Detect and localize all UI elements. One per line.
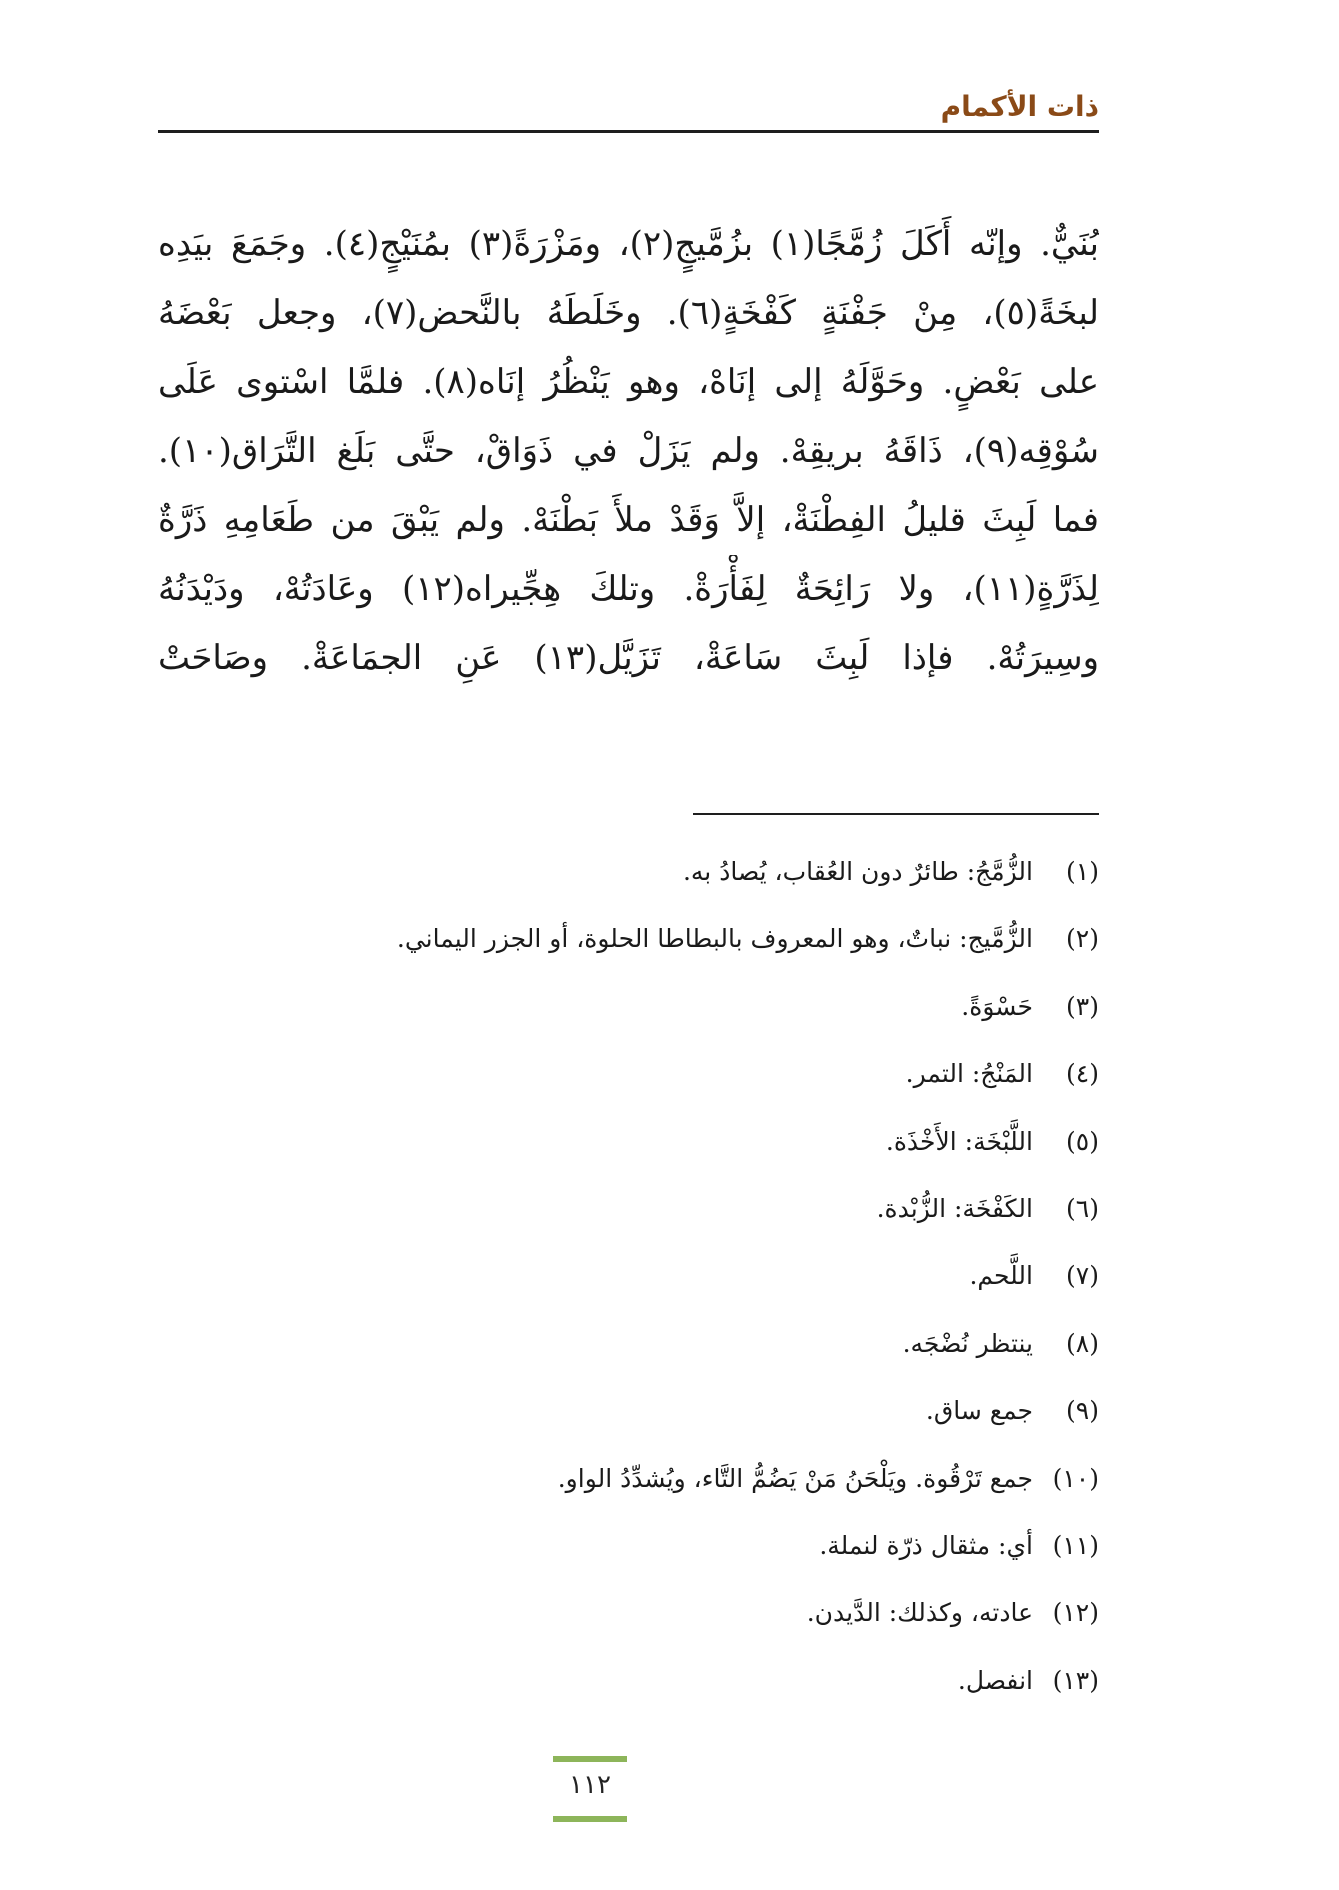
footnote-item: [158, 1054, 1099, 1121]
footnote-item: [158, 1593, 1099, 1660]
footnote-number: (١٢): [1052, 1598, 1099, 1628]
body-line: لبخَةً(٥)، مِنْ جَفْنَةٍ كَفْخَةٍ(٦). وخَلَطَهُ بالنَّحض(٧)، وجعل بَعْضَهُ: [158, 293, 1099, 333]
footnote-item: [158, 919, 1099, 986]
body-line: سُوْقِه(٩)، ذَاقَهُ بريقِهْ. ولم يَزَلْ في ذَوَاقْ، حتَّى بَلَغ التَّرَاق(١٠).: [158, 431, 1099, 471]
footnote-number: (٧): [1066, 1261, 1099, 1291]
footnote-item: [158, 1391, 1099, 1458]
footnote-text: ينتظر نُضْجَه.: [902, 1328, 1033, 1358]
footnote-text: جمع تَرْقُوة. ويَلْحَنُ مَنْ يَضُمُّ التَّاء، ويُشدِّدُ الواو.: [557, 1463, 1033, 1493]
footnote-number: (٤): [1066, 1059, 1099, 1089]
footnote-text: الكَفْخَة: الزُّبْدة.: [876, 1193, 1033, 1223]
accent-bar-bottom: [553, 1816, 627, 1822]
running-header: [158, 84, 1099, 133]
body-line: فما لَبِثَ قليلُ الفِطْنَةْ، إلاَّ وَقَدْ ملأَ بَطْنَهْ. ولم يَبْقَ من طَعَامِهِ ذَرَّةٌ: [158, 500, 1099, 540]
header-title: ذات الأكمام: [940, 90, 1099, 123]
footnotes-list: [158, 852, 1099, 1728]
page-number: ١١٢: [569, 1770, 611, 1800]
footnote-item: [158, 1324, 1099, 1391]
page-number-block: [553, 1756, 627, 1822]
accent-bar-top: [553, 1756, 627, 1762]
footnote-number: (٩): [1066, 1396, 1099, 1426]
body-line: بُنَيٌّ. وإنّه أَكَلَ زُمَّجًا(١) بزُمَّيجٍ(٢)، ومَزْرَةً(٣) بمُنَيْجٍ(٤). وجَمَعَ بيَدِه: [158, 224, 1099, 264]
footnote-item: [158, 1189, 1099, 1256]
footnote-item: [158, 1526, 1099, 1593]
footnote-number: (١١): [1052, 1530, 1099, 1560]
body-line: لِذَرَّةٍ(١١)، ولا رَائِحَةٌ لِفَأْرَةْ. وتلكَ هِجِّيراه(١٢) وعَادَتُهْ، ودَيْدَنُهُ: [158, 569, 1099, 609]
footnote-item: [158, 1256, 1099, 1323]
footnote-text: عادته، وكذلك: الدَّيدن.: [806, 1598, 1033, 1628]
footnote-number: (١): [1066, 857, 1099, 886]
footnote-text: المَنْجُ: التمر.: [905, 1059, 1033, 1089]
footnote-item: [158, 1459, 1099, 1526]
footnote-number: (٦): [1066, 1193, 1099, 1223]
footnote-item: [158, 1122, 1099, 1189]
footnote-item: [158, 987, 1099, 1054]
footnote-number: (٨): [1066, 1328, 1099, 1358]
body-line: على بَعْضٍ. وحَوَّلَهُ إلى إنَاهْ، وهو يَنْظُرُ إنَاه(٨). فلمَّا اسْتوى عَلَى: [158, 362, 1099, 402]
footnote-text: حَسْوَةً.: [961, 991, 1033, 1021]
footnote-number: (١٣): [1052, 1665, 1099, 1695]
footnote-text: الزُّمَّجُ: طائرٌ دون العُقاب، يُصادُ به.: [682, 857, 1033, 886]
footnote-number: (٥): [1066, 1126, 1099, 1156]
footnote-number: (٢): [1066, 924, 1099, 954]
footnote-number: (١٠): [1052, 1463, 1099, 1493]
footnote-text: انفصل.: [957, 1665, 1033, 1695]
footnote-item: [158, 1661, 1099, 1728]
footnote-text: أي: مثقال ذرّة لنملة.: [819, 1530, 1033, 1560]
footnote-text: اللَّبْخَة: الأَخْذَة.: [885, 1126, 1033, 1156]
footnote-number: (٣): [1066, 991, 1099, 1021]
body-line: وسِيرَتُهْ. فإذا لَبِثَ سَاعَةْ، تَزَيَّل(١٣) عَنِ الجمَاعَةْ. وصَاحَتْ: [158, 638, 1099, 678]
footnote-separator: [693, 813, 1099, 815]
footnote-text: جمع ساق.: [925, 1396, 1033, 1426]
footnote-text: الزُّمَّيج: نباتٌ، وهو المعروف بالبطاطا الحلوة، أو الجزر اليماني.: [396, 924, 1033, 954]
footnote-text: اللَّحم.: [969, 1261, 1033, 1291]
body-paragraph: [158, 210, 1099, 693]
footnote-item: [158, 852, 1099, 919]
